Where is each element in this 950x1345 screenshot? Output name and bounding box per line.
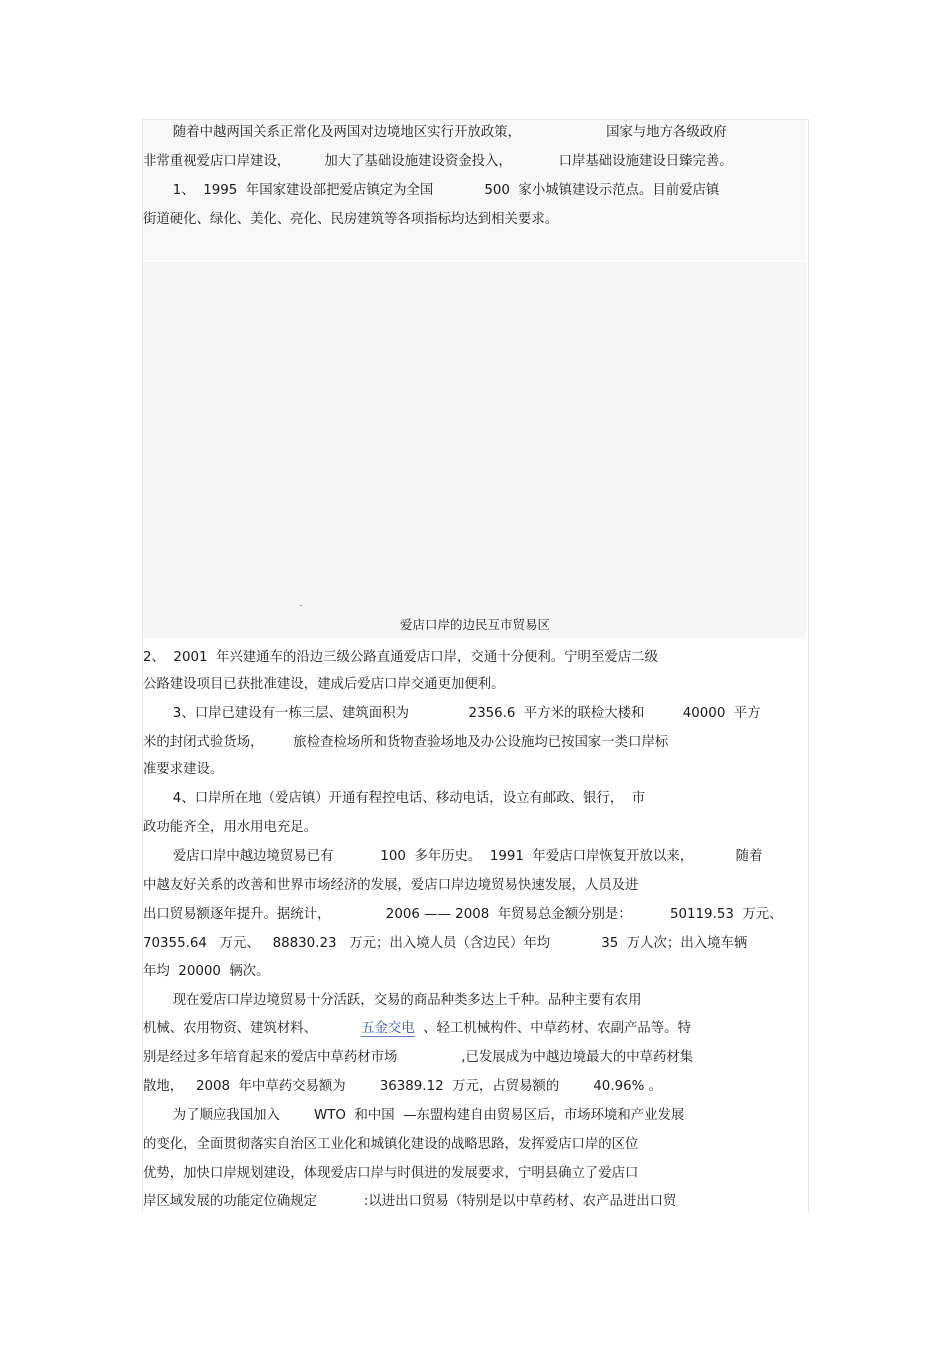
paragraph-line: 米的封闭式验货场， 旅检查检场所和货物查验场地及办公设施均已按国家一类口岸标 — [143, 735, 669, 750]
hardware-link[interactable]: 五金交电 — [361, 1021, 415, 1036]
paragraph-line: 准要求建设。 — [143, 762, 224, 777]
paragraph-line: 为了顺应我国加入 WTO 和中国 —东盟构建自由贸易区后，市场环境和产业发展 — [143, 1108, 685, 1123]
paragraph-line: 3、口岸已建设有一栋三层、建筑面积为 2356.6 平方米的联检大楼和 40000 平方 — [143, 706, 761, 721]
paragraph-line: 爱店口岸中越边境贸易已有 100 多年历史。 1991 年爱店口岸恢复开放以来， 随着 — [143, 849, 763, 864]
paragraph-line: 别是经过多年培育起来的爱店中草药材市场 ,已发展成为中越边境最大的中草药材集 — [143, 1050, 694, 1065]
paragraph-line: 出口贸易额逐年提升。据统计， 2006 —— 2008 年贸易总金额分别是： 50119.53 万元、 — [143, 907, 783, 922]
paragraph-line: 岸区域发展的功能定位确规定 :以进出口贸易（特别是以中草药材、农产品进出口贸 — [143, 1194, 677, 1209]
paragraph-line: 的变化，全面贯彻落实自治区工业化和城镇化建设的战略思路，发挥爱店口岸的区位 — [143, 1137, 639, 1152]
paragraph-line: 街道硬化、绿化、美化、亮化、民房建筑等各项指标均达到相关要求。 — [143, 212, 559, 227]
paragraph-line: 2、 2001 年兴建通车的沿边三级公路直通爱店口岸，交通十分便利。宁明至爱店二级 — [143, 650, 658, 665]
paragraph-line: 中越友好关系的改善和世界市场经济的发展，爱店口岸边境贸易快速发展，人员及进 — [143, 878, 639, 893]
line-end: 、轻工机械构件、中草药材、农副产品等。特 — [414, 1021, 691, 1036]
line-start: 机械、农用物资、建筑材料、 — [143, 1021, 318, 1036]
photo-caption: 爱店口岸的边民互市贸易区 — [399, 617, 550, 632]
paragraph-line: 现在爱店口岸边境贸易十分活跃，交易的商品种类多达上千种。品种主要有农用 — [143, 993, 642, 1008]
paragraph-line: 年均 20000 辆次。 — [143, 964, 270, 979]
paragraph-line: 散地， 2008 年中草药交易额为 36389.12 万元，占贸易额的 40.96% 。 — [143, 1079, 662, 1094]
paragraph-line — [143, 1019, 807, 1039]
paragraph-line: 非常重视爱店口岸建设， 加大了基础设施建设资金投入， 口岸基础设施建设日臻完善。 — [143, 154, 733, 169]
paragraph-line: 公路建设项目已获批准建设，建成后爱店口岸交通更加便利。 — [143, 677, 505, 692]
paragraph-line: 4、口岸所在地（爱店镇）开通有程控电话、移动电话，设立有邮政、银行， 市 — [143, 791, 646, 806]
paragraph-line: 70355.64 万元、 88830.23 万元；出入境人员（含边民）年均 35 万人次；出入境车辆 — [143, 936, 748, 951]
paragraph-line: 优势，加快口岸规划建设，体现爱店口岸与时俱进的发展要求，宁明县确立了爱店口 — [143, 1166, 639, 1181]
paragraph-line: 随着中越两国关系正常化及两国对边境地区实行开放政策， 国家与地方各级政府 — [143, 125, 727, 140]
photo-mark — [300, 605, 302, 606]
paragraph-line: 政功能齐全，用水用电充足。 — [143, 820, 318, 835]
photo-placeholder — [143, 262, 806, 638]
paragraph-line: 1、 1995 年国家建设部把爱店镇定为全国 500 家小城镇建设示范点。目前爱店镇 — [143, 183, 720, 198]
